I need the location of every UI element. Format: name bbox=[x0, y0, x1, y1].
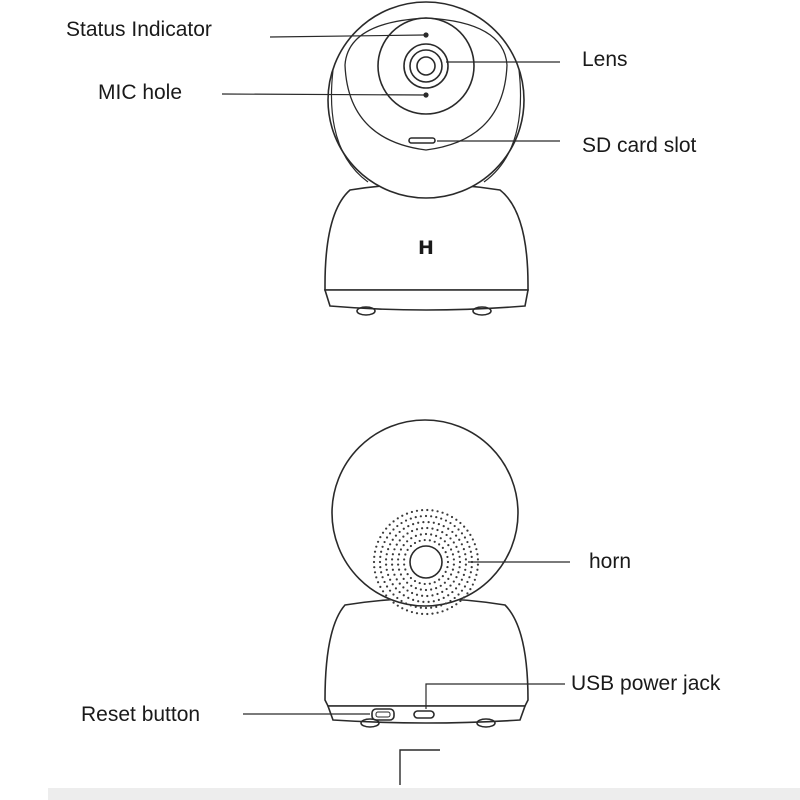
speaker-hole bbox=[474, 543, 476, 545]
speaker-hole bbox=[389, 598, 391, 600]
speaker-hole bbox=[440, 585, 442, 587]
speaker-hole bbox=[435, 587, 437, 589]
speaker-hole bbox=[455, 603, 457, 605]
speaker-hole bbox=[447, 578, 449, 580]
speaker-hole bbox=[407, 549, 409, 551]
speaker-hole bbox=[458, 539, 460, 541]
speaker-hole bbox=[392, 520, 394, 522]
speaker-hole bbox=[441, 512, 443, 514]
speaker-hole bbox=[447, 594, 449, 596]
speaker-hole bbox=[411, 511, 413, 513]
speaker-hole bbox=[377, 581, 379, 583]
speaker-hole bbox=[399, 539, 401, 541]
speaker-hole bbox=[403, 558, 405, 560]
front-head bbox=[328, 2, 524, 198]
speaker-hole bbox=[421, 595, 423, 597]
speaker-hole bbox=[457, 593, 459, 595]
speaker-hole bbox=[407, 573, 409, 575]
speaker-hole bbox=[420, 607, 422, 609]
speaker-hole bbox=[396, 544, 398, 546]
speaker-hole bbox=[451, 606, 453, 608]
speaker-hole bbox=[387, 574, 389, 576]
speaker-hole bbox=[474, 579, 476, 581]
speaker-hole bbox=[464, 585, 466, 587]
speaker-hole bbox=[447, 544, 449, 546]
speaker-hole bbox=[442, 575, 444, 577]
label-usb-power-jack: USB power jack bbox=[571, 672, 721, 695]
speaker-hole bbox=[416, 594, 418, 596]
speaker-hole bbox=[373, 556, 375, 558]
speaker-hole bbox=[446, 608, 448, 610]
speaker-hole bbox=[389, 579, 391, 581]
speaker-hole bbox=[461, 543, 463, 545]
speaker-hole bbox=[435, 606, 437, 608]
speaker-hole bbox=[400, 522, 402, 524]
speaker-hole bbox=[450, 573, 452, 575]
speaker-hole bbox=[410, 585, 412, 587]
speaker-hole bbox=[410, 517, 412, 519]
speaker-hole bbox=[445, 519, 447, 521]
speaker-hole bbox=[379, 536, 381, 538]
speaker-hole bbox=[393, 548, 395, 550]
label-mic-hole: MIC hole bbox=[98, 81, 183, 104]
speaker-hole bbox=[396, 525, 398, 527]
speaker-hole bbox=[430, 515, 432, 517]
speaker-hole bbox=[392, 539, 394, 541]
speaker-hole bbox=[399, 591, 401, 593]
speaker-hole bbox=[403, 563, 405, 565]
speaker-hole bbox=[389, 532, 391, 534]
speaker-hole bbox=[379, 561, 381, 563]
speaker-hole bbox=[470, 571, 472, 573]
speaker-hole bbox=[446, 514, 448, 516]
speaker-hole bbox=[385, 594, 387, 596]
speaker-hole bbox=[435, 535, 437, 537]
speaker-hole bbox=[414, 580, 416, 582]
speaker-hole bbox=[475, 548, 477, 550]
speaker-hole bbox=[430, 533, 432, 535]
speaker-hole bbox=[464, 569, 466, 571]
speaker-hole bbox=[463, 526, 465, 528]
speaker-hole bbox=[477, 563, 479, 565]
speaker-hole bbox=[406, 609, 408, 611]
speaker-hole bbox=[444, 540, 446, 542]
speaker-hole bbox=[386, 536, 388, 538]
speaker-hole bbox=[426, 527, 428, 529]
speaker-hole bbox=[415, 535, 417, 537]
speaker-hole bbox=[417, 522, 419, 524]
speaker-hole bbox=[438, 579, 440, 581]
speaker-hole bbox=[373, 561, 375, 563]
label-status-indicator: Status Indicator bbox=[66, 18, 212, 41]
speaker-hole bbox=[391, 558, 393, 560]
speaker-hole bbox=[387, 548, 389, 550]
speaker-hole bbox=[431, 509, 433, 511]
stand-bracket bbox=[400, 750, 440, 785]
speaker-hole bbox=[397, 558, 399, 560]
speaker-hole bbox=[411, 592, 413, 594]
speaker-hole bbox=[441, 531, 443, 533]
speaker-hole bbox=[446, 588, 448, 590]
speaker-hole bbox=[412, 599, 414, 601]
speaker-hole bbox=[459, 566, 461, 568]
speaker-hole bbox=[459, 556, 461, 558]
speaker-hole bbox=[450, 548, 452, 550]
speaker-hole bbox=[392, 528, 394, 530]
speaker-hole bbox=[416, 510, 418, 512]
speaker-hole bbox=[403, 544, 405, 546]
speaker-hole bbox=[396, 578, 398, 580]
label-lens: Lens bbox=[582, 48, 628, 71]
speaker-hole bbox=[458, 583, 460, 585]
speaker-hole bbox=[446, 534, 448, 536]
speaker-hole bbox=[449, 522, 451, 524]
speaker-hole bbox=[477, 558, 479, 560]
speaker-hole bbox=[436, 510, 438, 512]
speaker-hole bbox=[392, 602, 394, 604]
speaker-hole bbox=[457, 528, 459, 530]
speaker-hole bbox=[399, 583, 401, 585]
speaker-hole bbox=[420, 588, 422, 590]
speaker-hole bbox=[455, 546, 457, 548]
speaker-hole bbox=[434, 581, 436, 583]
speaker-hole bbox=[465, 564, 467, 566]
speaker-hole bbox=[433, 600, 435, 602]
speaker-hole bbox=[461, 532, 463, 534]
speaker-hole bbox=[471, 556, 473, 558]
speaker-hole bbox=[435, 516, 437, 518]
speaker-hole bbox=[402, 536, 404, 538]
speaker-hole bbox=[466, 592, 468, 594]
speaker-hole bbox=[476, 569, 478, 571]
speaker-hole bbox=[445, 551, 447, 553]
speaker-hole bbox=[425, 607, 427, 609]
speaker-hole bbox=[464, 553, 466, 555]
speaker-hole bbox=[454, 597, 456, 599]
front-view bbox=[325, 2, 528, 315]
speaker-hole bbox=[449, 537, 451, 539]
speaker-hole bbox=[464, 536, 466, 538]
speaker-hole bbox=[412, 523, 414, 525]
speaker-hole bbox=[419, 582, 421, 584]
speaker-hole bbox=[411, 530, 413, 532]
speaker-hole bbox=[428, 601, 430, 603]
speaker-hole bbox=[440, 517, 442, 519]
speaker-hole bbox=[386, 569, 388, 571]
speaker-hole bbox=[417, 600, 419, 602]
speaker-hole bbox=[401, 515, 403, 517]
speaker-hole bbox=[381, 576, 383, 578]
speaker-hole bbox=[400, 573, 402, 575]
speaker-hole bbox=[463, 574, 465, 576]
speaker-hole bbox=[422, 521, 424, 523]
speaker-hole bbox=[459, 522, 461, 524]
speaker-hole bbox=[455, 535, 457, 537]
speaker-hole bbox=[406, 540, 408, 542]
speaker-hole bbox=[401, 607, 403, 609]
speaker-hole bbox=[397, 605, 399, 607]
speaker-hole bbox=[392, 553, 394, 555]
speaker-hole bbox=[441, 591, 443, 593]
speaker-hole bbox=[429, 583, 431, 585]
speaker-hole bbox=[403, 594, 405, 596]
speaker-hole bbox=[461, 590, 463, 592]
speaker-hole bbox=[420, 515, 422, 517]
speaker-hole bbox=[375, 576, 377, 578]
speaker-hole bbox=[392, 583, 394, 585]
speaker-hole bbox=[447, 528, 449, 530]
back-view bbox=[325, 420, 528, 785]
speaker-hole bbox=[445, 602, 447, 604]
speaker-hole bbox=[382, 590, 384, 592]
speaker-hole bbox=[416, 528, 418, 530]
speaker-hole bbox=[440, 604, 442, 606]
speaker-hole bbox=[453, 563, 455, 565]
speaker-hole bbox=[380, 551, 382, 553]
speaker-hole bbox=[386, 585, 388, 587]
speaker-hole bbox=[451, 516, 453, 518]
speaker-hole bbox=[389, 524, 391, 526]
speaker-hole bbox=[406, 512, 408, 514]
speaker-hole bbox=[410, 545, 412, 547]
speaker-hole bbox=[380, 571, 382, 573]
speaker-hole bbox=[375, 546, 377, 548]
speaker-hole bbox=[446, 556, 448, 558]
speaker-hole bbox=[421, 527, 423, 529]
speaker-hole bbox=[403, 528, 405, 530]
speaker-hole bbox=[424, 539, 426, 541]
label-reset-button: Reset button bbox=[81, 703, 201, 726]
speaker-hole bbox=[438, 543, 440, 545]
speaker-hole bbox=[374, 551, 376, 553]
speaker-hole bbox=[465, 558, 467, 560]
speaker-hole bbox=[400, 548, 402, 550]
speaker-hole bbox=[457, 551, 459, 553]
speaker-hole bbox=[421, 613, 423, 615]
speaker-hole bbox=[411, 611, 413, 613]
speaker-hole bbox=[391, 564, 393, 566]
speaker-hole bbox=[452, 553, 454, 555]
speaker-hole bbox=[453, 541, 455, 543]
speaker-hole bbox=[406, 582, 408, 584]
speaker-hole bbox=[433, 522, 435, 524]
speaker-hole bbox=[405, 519, 407, 521]
speaker-hole bbox=[466, 530, 468, 532]
speaker-hole bbox=[395, 587, 397, 589]
speaker-hole bbox=[386, 553, 388, 555]
speaker-hole bbox=[468, 546, 470, 548]
speaker-hole bbox=[382, 532, 384, 534]
speaker-hole bbox=[455, 587, 457, 589]
speaker-hole bbox=[431, 594, 433, 596]
speaker-hole bbox=[374, 571, 376, 573]
speaker-hole bbox=[403, 578, 405, 580]
speaker-hole bbox=[440, 537, 442, 539]
speaker-hole bbox=[410, 604, 412, 606]
speaker-hole bbox=[404, 553, 406, 555]
speaker-hole bbox=[451, 591, 453, 593]
speaker-hole bbox=[415, 606, 417, 608]
speaker-hole bbox=[389, 543, 391, 545]
speaker-hole bbox=[392, 569, 394, 571]
speaker-hole bbox=[438, 599, 440, 601]
speaker-hole bbox=[393, 574, 395, 576]
mic-hole-dot bbox=[424, 93, 428, 97]
speaker-hole bbox=[425, 589, 427, 591]
speaker-hole bbox=[383, 581, 385, 583]
speaker-hole bbox=[431, 528, 433, 530]
speaker-hole bbox=[468, 576, 470, 578]
speaker-hole bbox=[466, 581, 468, 583]
label-sd-card-slot: SD card slot bbox=[582, 134, 697, 157]
speaker-hole bbox=[410, 537, 412, 539]
speaker-hole bbox=[373, 566, 375, 568]
speaker-hole bbox=[463, 596, 465, 598]
speaker-hole bbox=[385, 558, 387, 560]
speaker-hole bbox=[441, 610, 443, 612]
speaker-hole bbox=[398, 569, 400, 571]
speaker-hole bbox=[395, 535, 397, 537]
speaker-hole bbox=[406, 532, 408, 534]
speaker-hole bbox=[466, 541, 468, 543]
speaker-hole bbox=[396, 597, 398, 599]
speaker-hole bbox=[436, 612, 438, 614]
speaker-hole bbox=[389, 590, 391, 592]
speaker-hole bbox=[446, 566, 448, 568]
left-edge bbox=[0, 0, 48, 800]
speaker-hole bbox=[453, 580, 455, 582]
speaker-hole bbox=[397, 517, 399, 519]
speaker-hole bbox=[410, 577, 412, 579]
speaker-hole bbox=[438, 523, 440, 525]
speaker-hole bbox=[436, 529, 438, 531]
speaker-hole bbox=[420, 533, 422, 535]
speaker-hole bbox=[402, 586, 404, 588]
speaker-hole bbox=[429, 539, 431, 541]
speaker-hole bbox=[426, 613, 428, 615]
speaker-hole bbox=[400, 600, 402, 602]
speaker-hole bbox=[426, 509, 428, 511]
speaker-hole bbox=[421, 509, 423, 511]
speaker-hole bbox=[379, 556, 381, 558]
speaker-hole bbox=[397, 563, 399, 565]
speaker-hole bbox=[419, 540, 421, 542]
speaker-hole bbox=[463, 548, 465, 550]
brand-logo: H bbox=[418, 237, 434, 259]
speaker-hole bbox=[399, 531, 401, 533]
speaker-hole bbox=[430, 607, 432, 609]
speaker-hole bbox=[453, 558, 455, 560]
speaker-hole bbox=[472, 583, 474, 585]
speaker-hole bbox=[385, 564, 387, 566]
speaker-hole bbox=[459, 600, 461, 602]
speaker-hole bbox=[476, 553, 478, 555]
speaker-hole bbox=[425, 515, 427, 517]
speaker-hole bbox=[377, 541, 379, 543]
speaker-hole bbox=[414, 542, 416, 544]
speaker-hole bbox=[447, 561, 449, 563]
speaker-hole bbox=[451, 531, 453, 533]
speaker-hole bbox=[470, 551, 472, 553]
speaker-hole bbox=[385, 527, 387, 529]
speaker-hole bbox=[379, 586, 381, 588]
speaker-hole bbox=[472, 538, 474, 540]
speaker-hole bbox=[415, 587, 417, 589]
speaker-hole bbox=[454, 525, 456, 527]
speaker-hole bbox=[431, 613, 433, 615]
status-indicator-dot bbox=[424, 33, 428, 37]
speaker-hole bbox=[405, 602, 407, 604]
speaker-hole bbox=[430, 588, 432, 590]
speaker-hole bbox=[416, 612, 418, 614]
speaker-hole bbox=[461, 579, 463, 581]
speaker-hole bbox=[471, 566, 473, 568]
speaker-hole bbox=[469, 534, 471, 536]
speaker-hole bbox=[426, 595, 428, 597]
speaker-hole bbox=[443, 597, 445, 599]
speaker-hole bbox=[455, 519, 457, 521]
speaker-hole bbox=[469, 588, 471, 590]
speaker-hole bbox=[475, 574, 477, 576]
speaker-hole bbox=[407, 525, 409, 527]
speaker-hole bbox=[449, 584, 451, 586]
speaker-hole bbox=[406, 589, 408, 591]
speaker-hole bbox=[442, 547, 444, 549]
speaker-hole bbox=[455, 576, 457, 578]
speaker-hole bbox=[436, 593, 438, 595]
speaker-hole bbox=[422, 601, 424, 603]
speaker-hole bbox=[452, 569, 454, 571]
speaker-hole bbox=[415, 516, 417, 518]
speaker-hole bbox=[398, 553, 400, 555]
speaker-hole bbox=[425, 533, 427, 535]
speaker-hole bbox=[379, 566, 381, 568]
speaker-hole bbox=[444, 582, 446, 584]
speaker-hole bbox=[392, 593, 394, 595]
speaker-hole bbox=[445, 571, 447, 573]
speaker-hole bbox=[428, 521, 430, 523]
label-horn: horn bbox=[589, 550, 632, 573]
speaker-hole bbox=[381, 546, 383, 548]
speaker-hole bbox=[407, 597, 409, 599]
front-base-plate bbox=[325, 290, 528, 310]
speaker-hole bbox=[424, 583, 426, 585]
speaker-hole bbox=[443, 525, 445, 527]
speaker-hole bbox=[459, 561, 461, 563]
speaker-hole bbox=[457, 571, 459, 573]
speaker-hole bbox=[404, 568, 406, 570]
speaker-hole bbox=[449, 600, 451, 602]
speaker-hole bbox=[434, 541, 436, 543]
speaker-hole bbox=[383, 541, 385, 543]
